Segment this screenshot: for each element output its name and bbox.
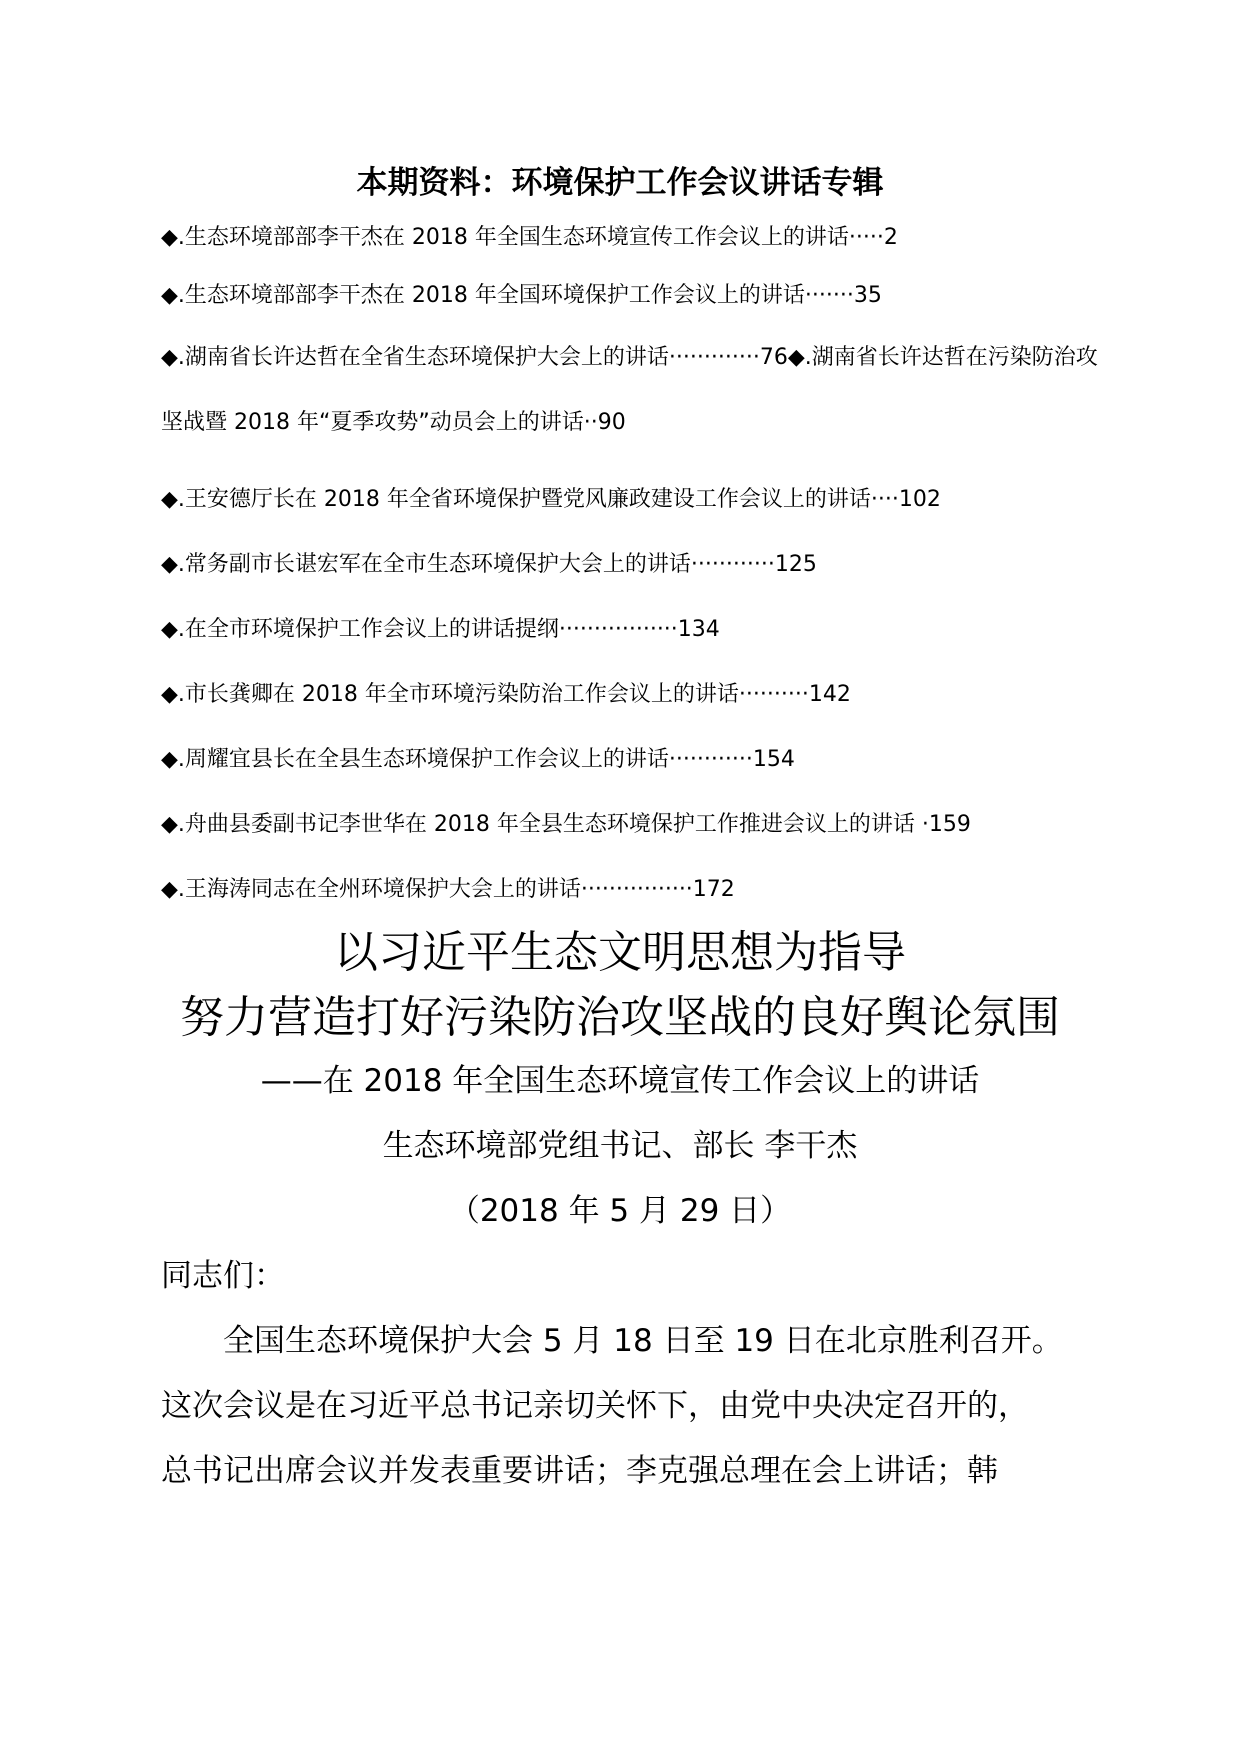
toc-item: ◆.常务副市长谌宏军在全市生态环境保护大会上的讲话············125 bbox=[161, 552, 817, 577]
toc-item: ◆.湖南省长许达哲在全省生态环境保护大会上的讲话·············76◆.湖南省长许达哲在污染防治攻坚战暨 2018 年“夏季攻势”动员会上的讲话··90 bbox=[161, 345, 1098, 435]
toc-item: ◆.王海涛同志在全州环境保护大会上的讲话················172 bbox=[161, 877, 735, 902]
digest-title: 本期资料：环境保护工作会议讲话专辑 bbox=[356, 165, 884, 201]
toc-item: ◆.生态环境部部李干杰在 2018 年全国生态环境宣传工作会议上的讲话·····2 bbox=[161, 225, 898, 250]
toc-item: ◆.生态环境部部李干杰在 2018 年全国环境保护工作会议上的讲话·······35 bbox=[161, 283, 882, 308]
speech-salutation: 同志们： bbox=[161, 1258, 285, 1294]
toc-item: ◆.市长龚卿在 2018 年全市环境污染防治工作会议上的讲话··········142 bbox=[161, 682, 851, 707]
speech-date: （2018 年 5 月 29 日） bbox=[448, 1193, 792, 1229]
paragraph-line: 全国生态环境保护大会 5 月 18 日至 19 日在北京胜利召开。 bbox=[161, 1323, 1063, 1359]
toc-item: ◆.在全市环境保护工作会议上的讲话提纲·················134 bbox=[161, 617, 720, 642]
paragraph-line: 总书记出席会议并发表重要讲话；李克强总理在会上讲话；韩 bbox=[161, 1453, 998, 1489]
speech-title-line2: 努力营造打好污染防治攻坚战的良好舆论氛围 bbox=[180, 992, 1060, 1043]
speech-speaker: 生态环境部党组书记、部长 李干杰 bbox=[382, 1128, 858, 1164]
toc-item: ◆.舟曲县委副书记李世华在 2018 年全县生态环境保护工作推进会议上的讲话 ·159 bbox=[161, 812, 971, 837]
paragraph-line: 这次会议是在习近平总书记亲切关怀下，由党中央决定召开的， bbox=[161, 1388, 1029, 1424]
toc-item: ◆.王安德厅长在 2018 年全省环境保护暨党风廉政建设工作会议上的讲话····102 bbox=[161, 487, 941, 512]
toc-item: ◆.周耀宜县长在全县生态环境保护工作会议上的讲话············154 bbox=[161, 747, 795, 772]
speech-subtitle: ——在 2018 年全国生态环境宣传工作会议上的讲话 bbox=[260, 1063, 980, 1099]
speech-title-line1: 以习近平生态文明思想为指导 bbox=[334, 927, 906, 978]
